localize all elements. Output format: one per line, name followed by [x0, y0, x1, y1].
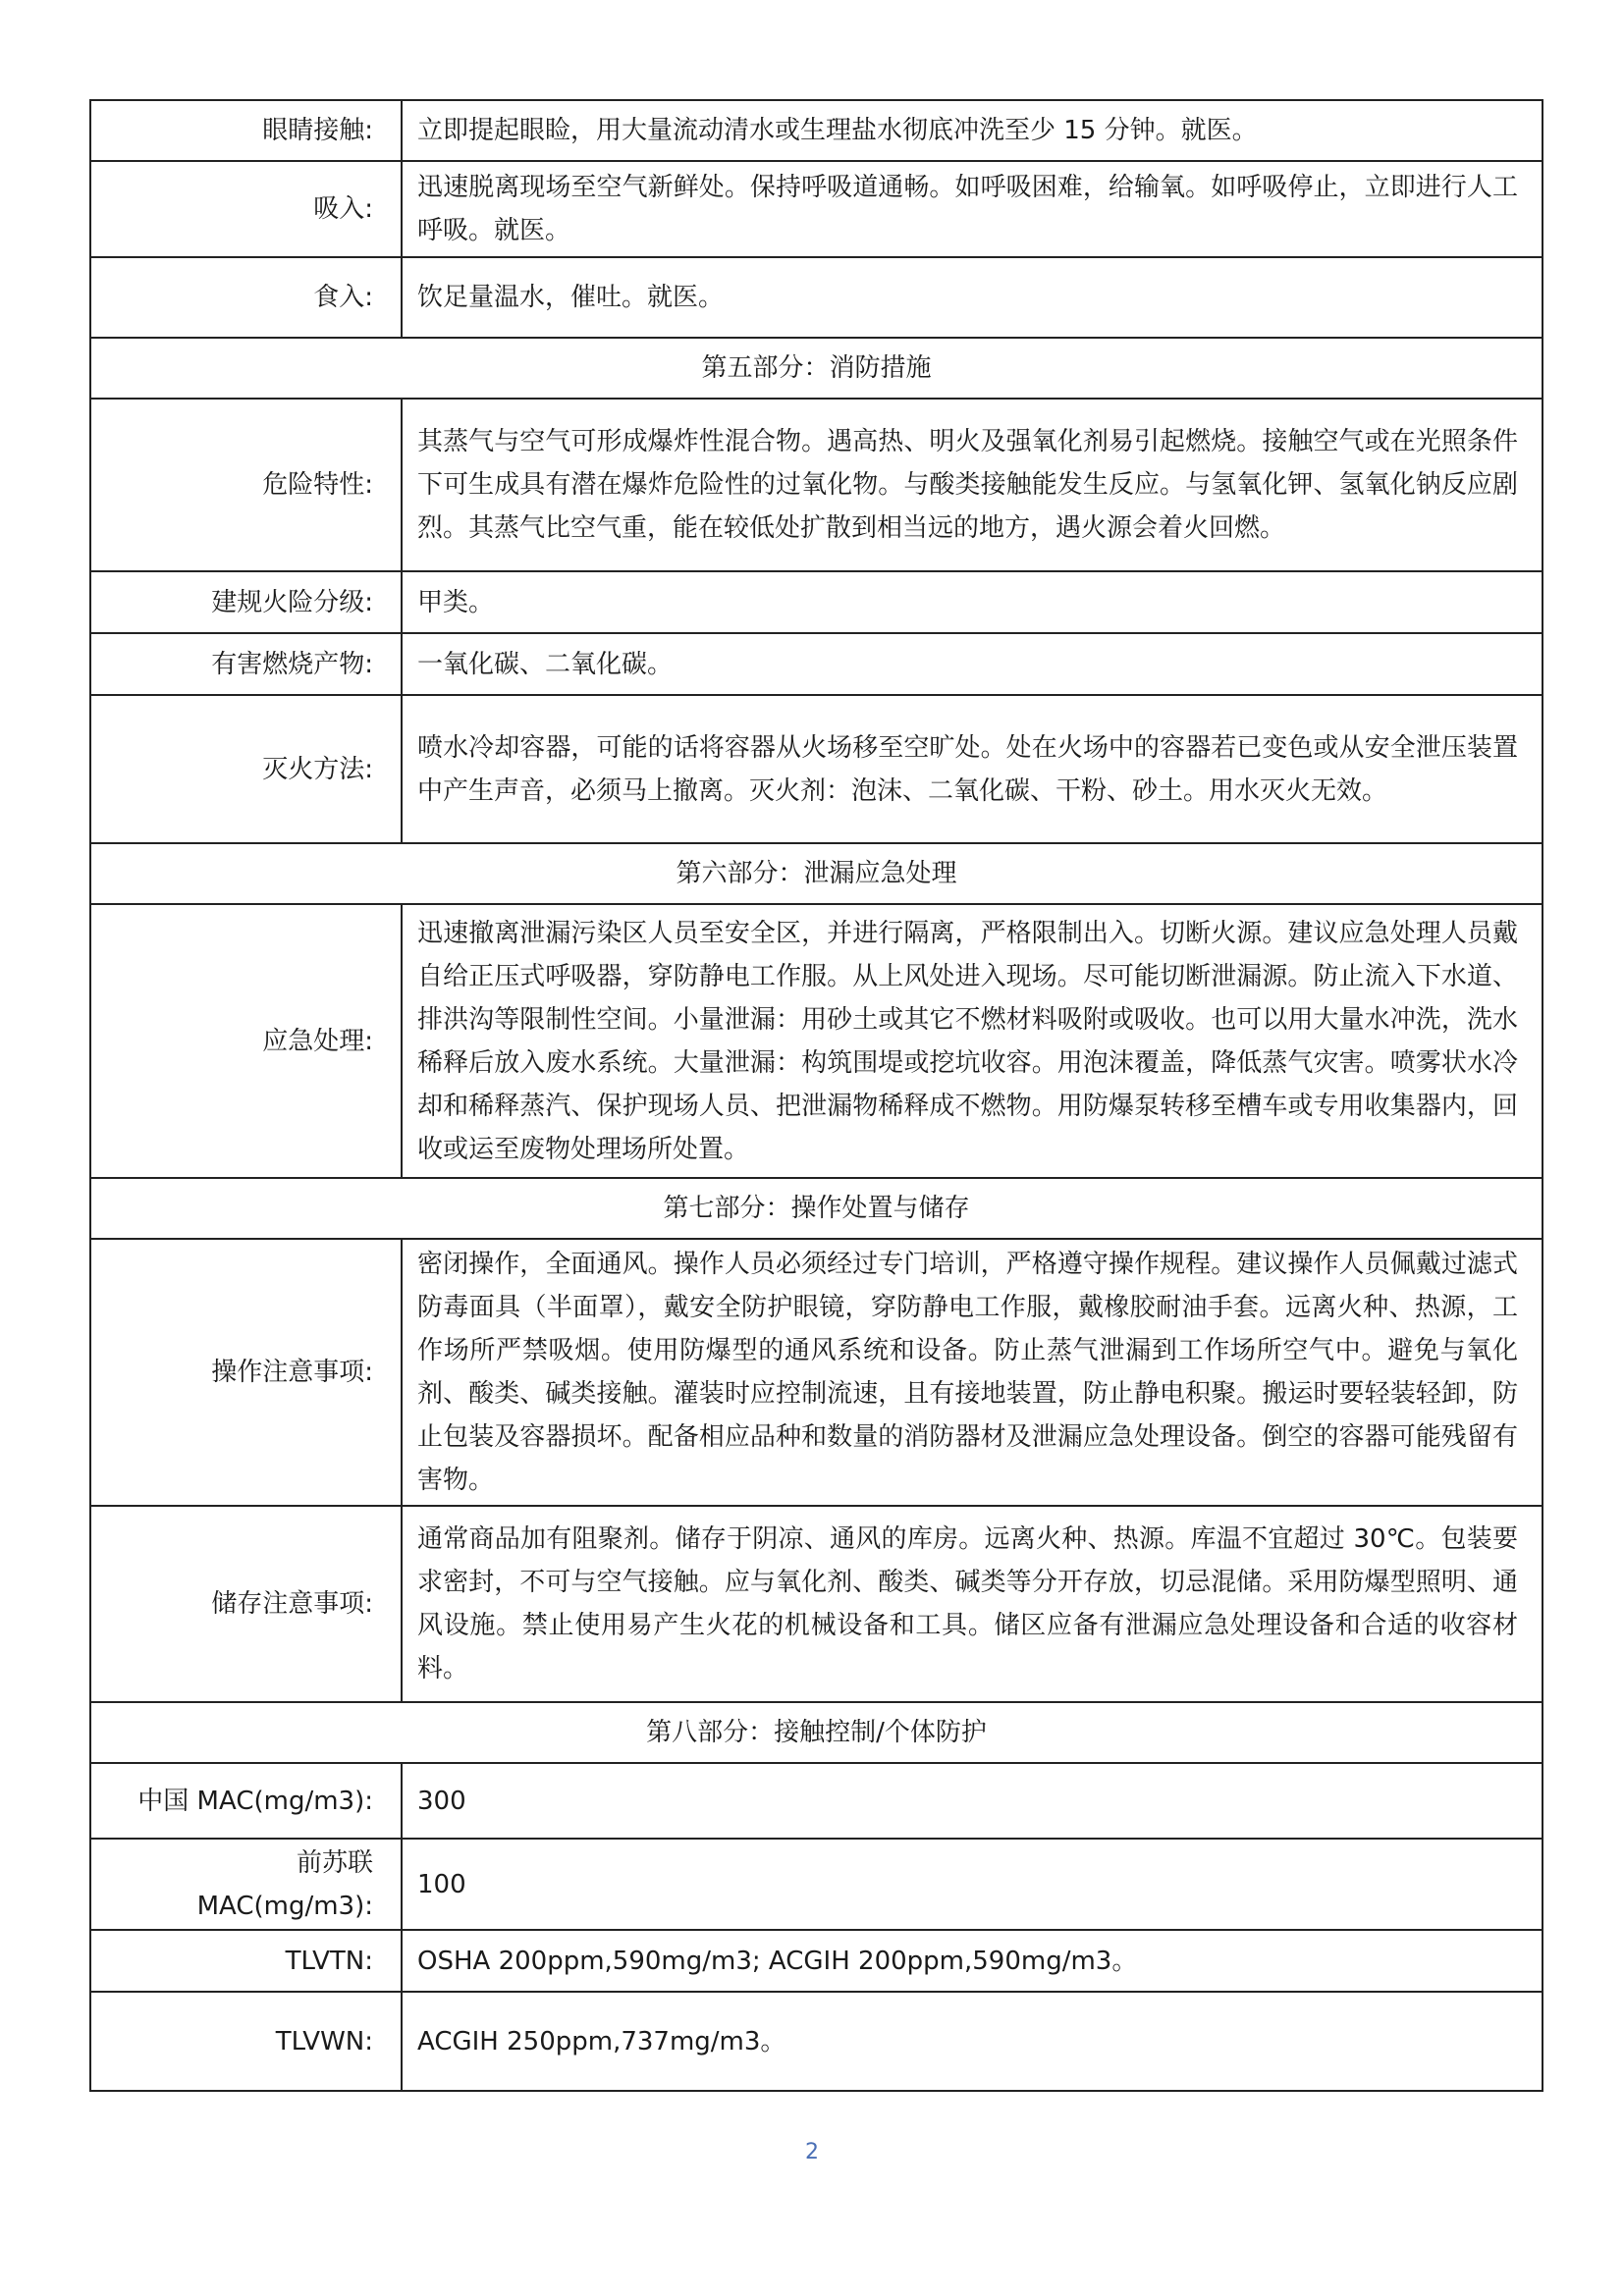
table-row	[90, 1506, 1543, 1702]
field-label: 灭火方法:	[90, 695, 402, 843]
table-row	[90, 1992, 1543, 2091]
field-value: 通常商品加有阻聚剂。储存于阴凉、通风的库房。远离火种、热源。库温不宜超过 30℃。包装要求密封，不可与空气接触。应与氧化剂、酸类、碱类等分开存放，切忌混储。采用防爆型照明、通风设施。禁止使用易产生火花的机械设备和工具。储区应备有泄漏应急处理设备和合适的收容材料。	[402, 1506, 1543, 1702]
field-value: ACGIH 250ppm,737mg/m3。	[402, 1992, 1543, 2091]
field-value: 其蒸气与空气可形成爆炸性混合物。遇高热、明火及强氧化剂易引起燃烧。接触空气或在光照条件下可生成具有潜在爆炸危险性的过氧化物。与酸类接触能发生反应。与氢氧化钾、氢氧化钠反应剧烈。其蒸气比空气重，能在较低处扩散到相当远的地方，遇火源会着火回燃。	[402, 399, 1543, 571]
msds-table	[89, 99, 1543, 2092]
field-label: 应急处理:	[90, 904, 402, 1178]
table-row	[90, 904, 1543, 1178]
table-row	[90, 1930, 1543, 1992]
section-title: 第七部分：操作处置与储存	[90, 1178, 1543, 1239]
field-label: 有害燃烧产物:	[90, 633, 402, 695]
field-label: 食入:	[90, 257, 402, 338]
field-value: 100	[402, 1839, 1543, 1930]
section-header-row	[90, 1178, 1543, 1239]
field-value: 迅速脱离现场至空气新鲜处。保持呼吸道通畅。如呼吸困难，给输氧。如呼吸停止，立即进行人工呼吸。就医。	[402, 161, 1543, 257]
section-header-row	[90, 843, 1543, 904]
field-label: 前苏联 MAC(mg/m3):	[90, 1839, 402, 1930]
field-label: 操作注意事项:	[90, 1239, 402, 1506]
field-label: TLVWN:	[90, 1992, 402, 2091]
field-label: TLVTN:	[90, 1930, 402, 1992]
table-row	[90, 100, 1543, 161]
table-row	[90, 1839, 1543, 1930]
field-value: 一氧化碳、二氧化碳。	[402, 633, 1543, 695]
table-row	[90, 1239, 1543, 1506]
field-value: 迅速撤离泄漏污染区人员至安全区，并进行隔离，严格限制出入。切断火源。建议应急处理人员戴自给正压式呼吸器，穿防静电工作服。从上风处进入现场。尽可能切断泄漏源。防止流入下水道、排洪沟等限制性空间。小量泄漏：用砂土或其它不燃材料吸附或吸收。也可以用大量水冲洗，洗水稀释后放入废水系统。大量泄漏：构筑围堤或挖坑收容。用泡沫覆盖，降低蒸气灾害。喷雾状水冷却和稀释蒸汽、保护现场人员、把泄漏物稀释成不燃物。用防爆泵转移至槽车或专用收集器内，回收或运至废物处理场所处置。	[402, 904, 1543, 1178]
field-label: 建规火险分级:	[90, 571, 402, 633]
field-label: 中国 MAC(mg/m3):	[90, 1763, 402, 1839]
field-value: 甲类。	[402, 571, 1543, 633]
field-value: 300	[402, 1763, 1543, 1839]
field-value: 密闭操作，全面通风。操作人员必须经过专门培训，严格遵守操作规程。建议操作人员佩戴过滤式防毒面具（半面罩），戴安全防护眼镜，穿防静电工作服，戴橡胶耐油手套。远离火种、热源，工作场所严禁吸烟。使用防爆型的通风系统和设备。防止蒸气泄漏到工作场所空气中。避免与氧化剂、酸类、碱类接触。灌装时应控制流速，且有接地装置，防止静电积聚。搬运时要轻装轻卸，防止包装及容器损坏。配备相应品种和数量的消防器材及泄漏应急处理设备。倒空的容器可能残留有害物。	[402, 1239, 1543, 1506]
table-row	[90, 1763, 1543, 1839]
page-number: 2	[805, 2140, 819, 2164]
field-value: 立即提起眼睑，用大量流动清水或生理盐水彻底冲洗至少 15 分钟。就医。	[402, 100, 1543, 161]
field-value: 饮足量温水，催吐。就医。	[402, 257, 1543, 338]
table-row	[90, 257, 1543, 338]
section-title: 第五部分：消防措施	[90, 338, 1543, 399]
field-label: 储存注意事项:	[90, 1506, 402, 1702]
table-row	[90, 571, 1543, 633]
field-value: OSHA 200ppm,590mg/m3; ACGIH 200ppm,590mg/m3。	[402, 1930, 1543, 1992]
section-title: 第八部分：接触控制/个体防护	[90, 1702, 1543, 1763]
table-row	[90, 633, 1543, 695]
section-header-row	[90, 1702, 1543, 1763]
section-title: 第六部分：泄漏应急处理	[90, 843, 1543, 904]
field-label: 吸入:	[90, 161, 402, 257]
table-row	[90, 161, 1543, 257]
section-header-row	[90, 338, 1543, 399]
field-label: 眼睛接触:	[90, 100, 402, 161]
table-row	[90, 695, 1543, 843]
field-label: 危险特性:	[90, 399, 402, 571]
table-row	[90, 399, 1543, 571]
field-value: 喷水冷却容器，可能的话将容器从火场移至空旷处。处在火场中的容器若已变色或从安全泄压装置中产生声音，必须马上撤离。灭火剂：泡沫、二氧化碳、干粉、砂土。用水灭火无效。	[402, 695, 1543, 843]
